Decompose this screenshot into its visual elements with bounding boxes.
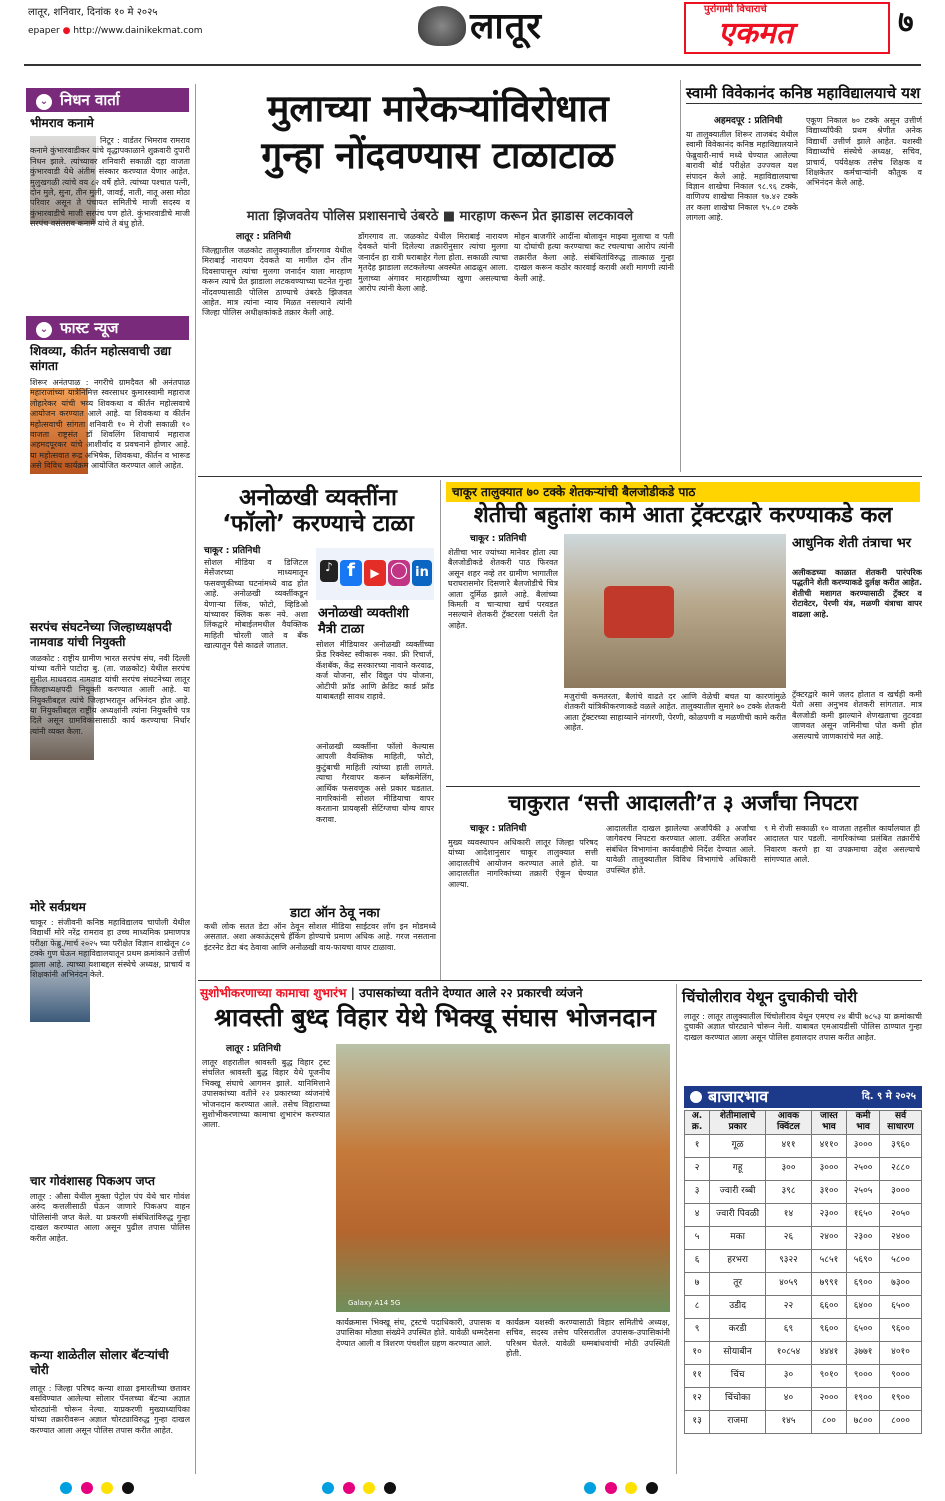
table-cell: १३ — [685, 1410, 710, 1433]
section-rule — [198, 476, 922, 477]
table-cell: ९६०० — [811, 1318, 846, 1341]
cyan-mark-icon — [322, 1482, 334, 1494]
table-cell: २५०० — [847, 1157, 880, 1180]
fast4-body: लातूर : औसा येथील मुक्ता पेट्रोल पंप येथे चार गोवंश अरुंद कत्तलीसाठी घेऊन जाणारे पिकअप वाहन पोलिसांनी जप्त केले. या प्रकरणी संबंधितांविरुद्ध गुन्हा दाखल करण्यात आला असून पुढील तपास पोलिस करीत आहेत. — [30, 1192, 190, 1243]
globe-icon: ● — [62, 26, 71, 36]
bhikkhu-body-col2: कार्यक्रमास भिक्खू संघ, ट्रस्टचे पदाधिकारी, उपासक व उपासिका मोठ्या संख्येने उपस्थित होते. यावेळी धम्मदेसना देण्यात आली व त्रिशरण पंचशील ग्रहण करण्यात आले. — [336, 1318, 500, 1348]
follow-side-body: सोशल मीडियावर अनोळखी व्यक्तींच्या फ्रेंड रिक्वेस्ट स्वीकारू नका. फ्री रिचार्ज, कॅशबॅक, केंद्र सरकारच्या नावाने करवाढ, कर्ज योजना, सौर विद्युत पंप योजना, ओटीपी फ्रॉड आणि क्रेडिट कार्ड फ्रॉड याबाबतही सावध राहावे. — [316, 640, 434, 701]
table-cell: ३१०० — [811, 1180, 846, 1203]
follow-divider — [440, 480, 441, 980]
magenta-mark-icon — [343, 1482, 355, 1494]
lead-body-col1: जिल्ह्यातील जळकोट तालुक्यातील डोंगरगाव येथील मिराबाई नारायण देवकते या मागील दोन तीन दिवसापासून त्यांचा मुलगा जनार्दन याला मारहाण करून त्याचे प्रेत झाडाला लटकवण्याच्या घटनेत गुन्हा नोंदवण्यासाठी पोलिस ठाण्याचे उंबरठे झिजवत आहेत. मात्र त्यांना न्याय मिळत नसल्याने त्यांनी जिल्हा पोलिस अधीक्षकांकडे तक्रार केली आहे. — [202, 246, 352, 318]
bhikkhu-divider — [676, 984, 677, 1474]
tractor-tag: चाकूर तालुक्यात ७० टक्के शेतकऱ्यांची बैलजोडीकडे पाठ — [446, 482, 920, 502]
market-table-header — [685, 1111, 922, 1135]
vivekanand-body-col2: एकूण निकाल ७० टक्के असून उत्तीर्ण विद्यार्थ्यांपैकी प्रथम श्रेणीत अनेक विद्यार्थी उत्तीर्ण झाले आहेत. यशस्वी विद्यार्थ्यांचे संस्थेचे अध्यक्ष, सचिव, प्राचार्य, पर्यवेक्षक तसेच शिक्षक व शिक्षकेतर कर्मचाऱ्यांनी कौतुक व अभिनंदन केले आहे. — [806, 116, 922, 188]
table-cell: ८ — [685, 1295, 710, 1318]
vivekanand-dateline: अहमदपूर : प्रतिनिधी — [714, 116, 783, 126]
table-cell: ८०० — [811, 1410, 846, 1433]
follow-dateline: चाकूर : प्रतिनिधी — [204, 546, 261, 556]
market-table-body — [685, 1134, 922, 1433]
table-cell: ३० — [766, 1364, 812, 1387]
market-table — [684, 1110, 922, 1434]
fast-news-section-bar — [26, 316, 189, 340]
tractor-photo — [564, 534, 786, 688]
table-cell: २००० — [811, 1387, 846, 1410]
adalat-dateline: चाकूर : प्रतिनिधी — [470, 824, 527, 834]
table-cell: १६५० — [847, 1203, 880, 1226]
tractor-body-col3: ट्रॅक्टरद्वारे कामे जलद होतात व खर्चही कमी येतो असा अनुभव शेतकरी सांगतात. मात्र बैलजोडी कमी झाल्याने शेणखताचा तुटवडा जाणवत असून जमिनीचा पोत कमी होत असल्याचे जाणकारांचे मत आहे. — [792, 690, 922, 741]
tractor-dateline: चाकूर : प्रतिनिधी — [470, 534, 527, 544]
bhikkhu-photo — [336, 1044, 670, 1312]
table-cell: ४०१० — [880, 1341, 922, 1364]
city-emblem-icon — [418, 6, 466, 46]
fast5-title: कन्या शाळेतील सोलार बॅटऱ्यांची चोरी — [30, 1348, 169, 1377]
table-cell: ३७७१ — [847, 1341, 880, 1364]
table-cell: २५०५ — [847, 1180, 880, 1203]
market-column-header: सर्व साधारण — [880, 1111, 922, 1135]
table-cell: ४११ — [766, 1134, 812, 1157]
yellow-mark-icon — [625, 1482, 637, 1494]
table-row — [685, 1134, 922, 1157]
chevron-down-icon: ⌄ — [36, 322, 52, 338]
table-cell: ज्वारी पिवळी — [710, 1203, 766, 1226]
cyan-mark-icon — [60, 1482, 72, 1494]
fast3-body: चाकूर : संजीवनी कनिष्ठ महाविद्यालय चापोली येथील विद्यार्थी मोरे नरेंद्र रामराव हा उच्च माध्यमिक प्रमाणपत्र परीक्षा फेब्रु./मार्च २०२५ च्या परीक्षेत विज्ञान शाखेतून ८० टक्के गुण घेऊन महाविद्यालयातून प्रथम क्रमांकाने उत्तीर्ण झाला आहे. त्याच्या यशाबद्दल संस्थेचे अध्यक्ष, प्राचार्य व शिक्षकांनी अभिनंदन केले. — [30, 918, 190, 979]
chori-headline: चिंचोलीराव येथून दुचाकीची चोरी — [682, 988, 858, 1006]
adalat-rule — [446, 786, 920, 787]
website-url: http://www.dainikekmat.com — [73, 26, 203, 36]
follow-headline-line1: अनोळखी व्यक्तींना — [239, 485, 397, 511]
tractor-headline: शेतीची बहुतांश कामे आता ट्रॅक्टरद्वारे करण्याकडे कल — [473, 503, 893, 528]
issue-date: लातूर, शनिवार, दिनांक १० मे २०२५ — [28, 7, 158, 18]
table-row — [685, 1364, 922, 1387]
adalat-body-col3: ९ मे रोजी सकाळी १० वाजता तहसील कार्यालयात ही आदालत पार पडली. नागरिकांच्या प्रलंबित तक्रारींचे निवारण करणे हा या उपक्रमाचा उद्देश असल्याचे सांगण्यात आले. — [764, 824, 920, 865]
table-cell: ६५०० — [847, 1318, 880, 1341]
table-cell: ५८५१ — [811, 1249, 846, 1272]
table-cell: ६६०० — [811, 1295, 846, 1318]
table-cell: ९ — [685, 1318, 710, 1341]
table-cell: १२ — [685, 1387, 710, 1410]
market-date: दि. ९ मे २०२५ — [861, 1091, 916, 1102]
follow-body-col2: अनोळखी व्यक्तींना फॉलो केल्यास आपली वैयक्तिक माहिती, फोटो, कुटुंबाची माहिती त्यांच्या हाती लागते. त्याचा गैरवापर करून ब्लॅकमेलिंग, आर्थिक फसवणूक असे प्रकार घडतात. नागरिकांनी सोशल मीडियाचा वापर करताना प्रायव्हसी सेटिंग्जचा योग्य वापर करावा. — [316, 742, 434, 824]
tractor-side-body: अलीकडच्या काळात शेतकरी पारंपरिक पद्धतीने शेती करण्याकडे दुर्लक्ष करीत आहेत. शेतीची मशागत करण्यासाठी ट्रॅक्टर व रोटावेटर, पेरणी यंत्र, मळणी यंत्राचा वापर वाढला आहे. — [792, 568, 922, 619]
table-cell: २०५० — [880, 1203, 922, 1226]
table-cell: सोयाबीन — [710, 1341, 766, 1364]
obit-body: निटूर : वार्डतर भिमराव रामराव कनामे कुंभारवाडीकर यांचे वृद्धापकाळाने शुक्रवारी दुपारी निधन झाले. त्यांच्यावर शनिवारी सकाळी दहा वाजता कुंभारवाडी येथे अंतीम संस्कार करण्यात येणार आहेत. मुलुखगळी त्यांचे वय ८२ वर्षे होते. त्यांच्या पश्चात पत्नी, दोन मुले, सुना, तीन मुली, जावई, नाती, नातू असा मोठा परिवार असून ते पंचायत समितीचे माजी सदस्य व कुंभारवाडीचे माजी सरपंच पण होते. कुंभारवाडीचे माजी सरपंच वसंतराव कनामे यांचे ते बंधु होते. — [30, 136, 190, 229]
data-box-title: डाटा ऑन ठेवू नका — [290, 906, 380, 921]
bhikkhu-tag-rest: उपासकांच्या वतीने देण्यात आले २२ प्रकारची व्यंजने — [359, 986, 583, 1000]
epaper-link[interactable] — [28, 26, 202, 37]
table-cell: ४११० — [811, 1134, 846, 1157]
epaper-label: epaper — [28, 26, 60, 36]
follow-side-title2: मैत्री टाळा — [318, 622, 365, 637]
table-cell: ९००० — [880, 1364, 922, 1387]
fast-news-section-title: फास्ट न्यूज — [60, 319, 119, 337]
table-cell: गहू — [710, 1157, 766, 1180]
table-cell: १०८५४ — [766, 1341, 812, 1364]
table-row — [685, 1295, 922, 1318]
cyan-mark-icon — [584, 1482, 596, 1494]
table-cell: ३००० — [811, 1157, 846, 1180]
table-cell: ६९०० — [847, 1272, 880, 1295]
linkedin-icon: in — [412, 560, 432, 586]
table-row — [685, 1318, 922, 1341]
table-cell: १४ — [766, 1203, 812, 1226]
tractor-icon — [604, 586, 674, 638]
table-cell: ७३०० — [880, 1272, 922, 1295]
table-cell: ३००० — [847, 1134, 880, 1157]
table-row — [685, 1410, 922, 1433]
table-cell: ५६९० — [847, 1249, 880, 1272]
table-cell: उडीद — [710, 1295, 766, 1318]
masthead-tagline: पुरोगामी विचाराचे — [704, 4, 767, 15]
yellow-mark-icon — [101, 1482, 113, 1494]
table-cell: १९०० — [880, 1387, 922, 1410]
lead-headline-line1: मुलाच्या मारेकऱ्यांविरोधात — [267, 87, 609, 130]
table-cell: १९०० — [847, 1387, 880, 1410]
masthead-name: एकमत — [718, 16, 793, 51]
table-cell: ४०५९ — [766, 1272, 812, 1295]
obituary-section-title: निधन वार्ता — [60, 91, 120, 109]
table-cell: २३०० — [847, 1226, 880, 1249]
table-cell: ज्वारी रब्बी — [710, 1180, 766, 1203]
table-cell: तूर — [710, 1272, 766, 1295]
tractor-side-heading: आधुनिक शेती तंत्राचा भर — [792, 536, 912, 551]
table-cell: १ — [685, 1134, 710, 1157]
bhikkhu-tag: सुशोभीकरणाच्या कामाचा शुभारंभ — [200, 986, 347, 1000]
table-cell: १० — [685, 1341, 710, 1364]
magenta-mark-icon — [81, 1482, 93, 1494]
table-cell: १४५ — [766, 1410, 812, 1433]
table-row — [685, 1341, 922, 1364]
table-cell: चिंच — [710, 1364, 766, 1387]
lead-divider — [680, 80, 681, 472]
black-mark-icon — [384, 1482, 396, 1494]
table-row — [685, 1387, 922, 1410]
data-box-body: कधी लोक सतत डेटा ऑन ठेवून सोशल मीडिया साईटवर लॉग इन मोडमध्ये असतात. अशा अकाऊंट्सचे हॅकिंग होण्याचे प्रमाण अधिक आहे. गरज नसताना इंटरनेट डेटा बंद ठेवावा आणि अनोळखी वाय-फायचा वापर टाळावा. — [204, 922, 436, 952]
follow-headline-line2: ‘फॉलो’ करण्याचे टाळा — [222, 511, 414, 537]
market-icon — [690, 1091, 702, 1103]
table-cell: ८००० — [880, 1410, 922, 1433]
table-cell: ६५०० — [880, 1295, 922, 1318]
table-cell: ११ — [685, 1364, 710, 1387]
chori-body: लातूर : लातूर तालुक्यातील चिंचोलीराव येथून एमएच २४ बीपी ७८५३ या क्रमांकाची दुचाकी अज्ञात चोरट्याने चोरून नेली. याबाबत एमआयडीसी पोलिस ठाण्यात गुन्हा दाखल करण्यात आला असून पोलिस हवालदार तपास करीत आहेत. — [684, 1012, 922, 1042]
table-cell: ७८०० — [847, 1410, 880, 1433]
yellow-mark-icon — [363, 1482, 375, 1494]
table-cell: २४०० — [880, 1226, 922, 1249]
instagram-icon: ◯ — [388, 560, 410, 586]
facebook-icon: f — [340, 560, 362, 586]
adalat-body-col2: आदालतीत दाखल झालेल्या अर्जांपैकी ३ अर्जांचा जागेवरच निपटरा करण्यात आला. उर्वरित अर्जांवर संबंधित विभागांना कार्यवाहीचे निर्देश देण्यात आले. यावेळी तालुक्यातील विविध विभागांचे अधिकारी उपस्थित होते. — [606, 824, 756, 875]
photo-watermark: Galaxy A14 5G — [348, 1299, 401, 1308]
table-cell: गूळ — [710, 1134, 766, 1157]
magenta-mark-icon — [605, 1482, 617, 1494]
table-cell: ५८०० — [880, 1249, 922, 1272]
table-cell: ३९८ — [766, 1180, 812, 1203]
tractor-body-col2: मजुरांची कमतरता, बैलांचे वाढते दर आणि वेळेची बचत या कारणांमुळे शेतकरी यांत्रिकीकरणाकडे वळले आहेत. तालुक्यातील सुमारे ७० टक्के शेतकरी आता ट्रॅक्टरच्या साहाय्याने नांगरणी, पेरणी, कोळपणी व मळणीची कामे करीत आहेत. — [564, 692, 786, 733]
table-cell: २२ — [766, 1295, 812, 1318]
table-cell: ३ — [685, 1180, 710, 1203]
lead-dateline: लातूर : प्रतिनिधी — [236, 232, 291, 242]
table-cell: ६४०० — [847, 1295, 880, 1318]
fast5-body: लातूर : जिल्हा परिषद कन्या शाळा इमारतीच्या छतावर बसविण्यात आलेल्या सोलार पॅनलच्या बॅटऱ्या अज्ञात चोरट्यांनी चोरून नेल्या. याप्रकरणी मुख्याध्यापिका यांच्या तक्रारीवरून अज्ञात चोरट्याविरुद्ध गुन्हा दाखल करण्यात आला असून पोलिस तपास करीत आहेत. — [30, 1384, 190, 1435]
obituary-section-bar — [26, 88, 189, 112]
bhikkhu-headline: श्रावस्ती बुध्द विहार येथे भिक्खू संघास भोजनदान — [214, 1003, 656, 1032]
table-cell: करडी — [710, 1318, 766, 1341]
table-cell: ९३२२ — [766, 1249, 812, 1272]
table-cell: ३०० — [766, 1157, 812, 1180]
market-column-header: आवक क्विंटल — [766, 1111, 812, 1135]
table-cell: २४०० — [811, 1226, 846, 1249]
table-cell: २३०० — [811, 1203, 846, 1226]
market-header — [684, 1086, 922, 1108]
table-cell: ७९९१ — [811, 1272, 846, 1295]
black-mark-icon — [646, 1482, 658, 1494]
adalat-headline: चाकुरात ‘सत्ती आदालती’त ३ अर्जांचा निपटरा — [508, 791, 858, 815]
edition-title: लातूर — [470, 6, 542, 47]
fast2-body: जळकोट : राष्ट्रीय ग्रामीण भारत सरपंच संघ, नवी दिल्ली यांच्या वतीने पाटोदा बु. (ता. जळकोट) येथील सरपंच सुनील माधवराव नामवाड यांची सरपंच संघटनेच्या लातूर जिल्हाध्यक्षपदी नियुक्ती करण्यात आली आहे. या नियुक्तीबद्दल त्यांचे जिल्हाभरातून अभिनंदन होत आहे. या नियुक्तीबद्दल राष्ट्रीय अध्यक्षांनी त्यांना नियुक्तीचे पत्र दिले असून ग्रामविकासासाठी कार्य करण्याचा निर्धार त्यांनी व्यक्त केला. — [30, 654, 190, 736]
table-row — [685, 1249, 922, 1272]
market-title: बाजारभाव — [708, 1087, 769, 1106]
table-cell: ६ — [685, 1249, 710, 1272]
table-row — [685, 1203, 922, 1226]
youtube-icon: ▶ — [364, 560, 386, 586]
print-registration-marks — [60, 1482, 900, 1497]
lead-headline-line2: गुन्हा नोंदवण्यास टाळाटाळ — [261, 134, 615, 177]
vivekanand-headline: स्वामी विवेकानंद कनिष्ठ महाविद्यालयाचे यश — [686, 84, 921, 102]
fast4-title: चार गोवंशासह पिकअप जप्त — [30, 1174, 156, 1188]
vivekanand-body-col1: या तालुक्यातील शिरूर ताजबंद येथील स्वामी विवेकानंद कनिष्ठ महाविद्यालयाने फेब्रुवारी-मार्च मध्ये घेण्यात आलेल्या बारावी बोर्ड परीक्षेत उज्ज्वल यश संपादन केले आहे. महाविद्यालयाचा विज्ञान शाखेचा निकाल ९८.९६ टक्के, वाणिज्य शाखेचा निकाल ९७.४२ टक्के तर कला शाखेचा निकाल ९५.८० टक्के लागला आहे. — [686, 130, 798, 223]
table-cell: ९००० — [847, 1364, 880, 1387]
follow-body-col1: सोशल मीडिया व डिजिटल मेसेंजरच्या माध्यमातून फसवणुकीच्या घटनांमध्ये वाढ होत आहे. अनोळखी व्यक्तींकडून येणाऱ्या लिंक, फोटो, व्हिडिओ यांच्यावर क्लिक करू नये. अशा लिंकद्वारे मोबाईलमधील वैयक्तिक माहिती चोरली जाते व बँक खात्यातून पैसे काढले जातात. — [204, 558, 308, 651]
table-cell: ४० — [766, 1387, 812, 1410]
table-cell: ४ — [685, 1203, 710, 1226]
table-cell: २८८० — [880, 1157, 922, 1180]
bhikkhu-dateline: लातूर : प्रतिनिधी — [226, 1044, 281, 1054]
table-cell: ६९ — [766, 1318, 812, 1341]
table-row — [685, 1180, 922, 1203]
fast1-title: शिवव्या, कीर्तन महोत्सवाची उद्या सांगता — [30, 344, 171, 373]
market-column-header: कमी भाव — [847, 1111, 880, 1135]
lead-body-col2: डोंगरगाव ता. जळकोट येथील मिराबाई नारायण देवकते यांनी दिलेल्या तक्रारीनुसार त्यांचा मुलगा जनार्दन हा रात्री घराबाहेर गेला होता. सकाळी त्याचा मृतदेह झाडाला लटकलेल्या अवस्थेत आढळून आला. मुलाच्या अंगावर मारहाणीच्या खुणा असल्याचा आरोप त्यांनी केला आहे. — [358, 232, 508, 293]
table-cell: ७ — [685, 1272, 710, 1295]
table-cell: राजमा — [710, 1410, 766, 1433]
page-number: ७ — [898, 5, 914, 40]
table-cell: ९०१० — [811, 1364, 846, 1387]
black-mark-icon — [122, 1482, 134, 1494]
header-rule — [24, 64, 921, 66]
tiktok-icon: ♪ — [320, 560, 338, 582]
section-rule-2 — [198, 980, 922, 981]
tractor-body-col1: शेतीचा भार ज्यांच्या मानेवर होता त्या बैलजोडीकडे शेतकरी पाठ फिरवत असून शहर नव्हे तर ग्रामीण भागातील घराघरासमोर दिसणारे बैलजोडीचे चित्र आता दुर्मिळ झाले आहे. बैलांच्या किमती व चाऱ्याचा खर्च परवडत नसल्याने शेतकरी ट्रॅक्टरला पसंती देत आहेत. — [448, 548, 558, 630]
table-cell: ९६०० — [880, 1318, 922, 1341]
table-row — [685, 1272, 922, 1295]
social-icons-graphic — [316, 548, 434, 600]
obit-name: भीमराव कनामे — [30, 116, 94, 130]
bhikkhu-tag-sep: | — [350, 986, 355, 1000]
market-column-header: जास्त भाव — [811, 1111, 846, 1135]
table-cell: चिंचोका — [710, 1387, 766, 1410]
table-cell: २ — [685, 1157, 710, 1180]
lead-deck: माता झिजवतेय पोलिस प्रशासनाचे उंबरठे ■ मारहाण करून प्रेत झाडास लटकावले — [246, 209, 634, 224]
fast1-body: शिरूर अनंतपाळ : नगरीचे ग्रामदैवत श्री अनंतपाळ महाराजांच्या यात्रेनिमित्त स्वरसाधर कुमारस्वामी महाराज लोहारेकर यांची भव्य शिवकथा व कीर्तन महोत्सवाचे आयोजन करण्यात आले आहे. या शिवकथा व कीर्तन महोत्सवाची सांगता शनिवारी १० मे रोजी सकाळी १० वाजता राष्ट्रसंत डॉ शिवलिंग शिवाचार्य महाराज अहमदपूरकर यांचे आशीर्वाद व प्रवचनाने होणार आहे. या महोत्सवात रूद्र अभिषेक, शिवकथा, कीर्तन व भारूड असे विविध कार्यक्रम आयोजित करण्यात आले आहेत. — [30, 378, 190, 471]
table-cell: ३९६० — [880, 1134, 922, 1157]
table-cell: ३००० — [880, 1180, 922, 1203]
fast3-title: मोरे सर्वप्रथम — [30, 900, 86, 914]
bhikkhu-body-col3: कार्यक्रम यशस्वी करण्यासाठी विहार समितीचे अध्यक्ष, सचिव, सदस्य तसेच परिसरातील उपासक-उपासिकांनी परिश्रम घेतले. यावेळी धम्मबांधवांची मोठी उपस्थिती होती. — [506, 1318, 670, 1359]
chevron-down-icon: ⌄ — [36, 94, 52, 110]
bhikkhu-tag-line — [200, 986, 670, 1001]
bhikkhu-body-col1: लातूर शहरातील श्रावस्ती बुद्ध विहार ट्रस्ट संचलित श्रावस्ती बुद्ध विहार येथे पूजनीय भिक्खू संघाचे आगमन झाले. यानिमित्ताने उपासकांच्या वतीने २२ प्रकारच्या व्यंजनांचे भोजनदान करण्यात आले. तसेच विहाराच्या सुशोभीकरणाच्या कामाचा शुभारंभ करण्यात आला. — [202, 1058, 330, 1130]
table-cell: ५ — [685, 1226, 710, 1249]
lead-body-col3: मोहन बाजगीरे आदींना बोलावून माझ्या मुलाचा व पती या दोघांची हत्या करण्याचा कट रचल्याचा आरोप त्यांनी तक्रारीत केला आहे. संबंधितांविरुद्ध तात्काळ गुन्हा दाखल करून कठोर कारवाई करावी अशी मागणी त्यांनी केली आहे. — [514, 232, 674, 283]
table-cell: हरभरा — [710, 1249, 766, 1272]
table-row — [685, 1157, 922, 1180]
fast2-title: सरपंच संघटनेच्या जिल्हाध्यक्षपदी नामवाड यांची नियुक्ती — [30, 620, 172, 649]
table-cell: २६ — [766, 1226, 812, 1249]
market-column-header: अ. क्र. — [685, 1111, 710, 1135]
market-column-header: शेतीमालाचे प्रकार — [710, 1111, 766, 1135]
left-column-divider — [195, 84, 196, 1474]
adalat-body-col1: मुख्य व्यवस्थापन अधिकारी लातूर जिल्हा परिषद यांच्या आदेशानुसार चाकूर तालुक्यात सत्ती आदालतीचे आयोजन करण्यात आले होते. या आदालतीत नागरिकांच्या तक्रारी ऐकून घेण्यात आल्या. — [448, 838, 598, 889]
table-cell: मका — [710, 1226, 766, 1249]
table-row — [685, 1226, 922, 1249]
table-cell: ४४४१ — [811, 1341, 846, 1364]
follow-side-title1: अनोळखी व्यक्तीशी — [318, 606, 409, 621]
